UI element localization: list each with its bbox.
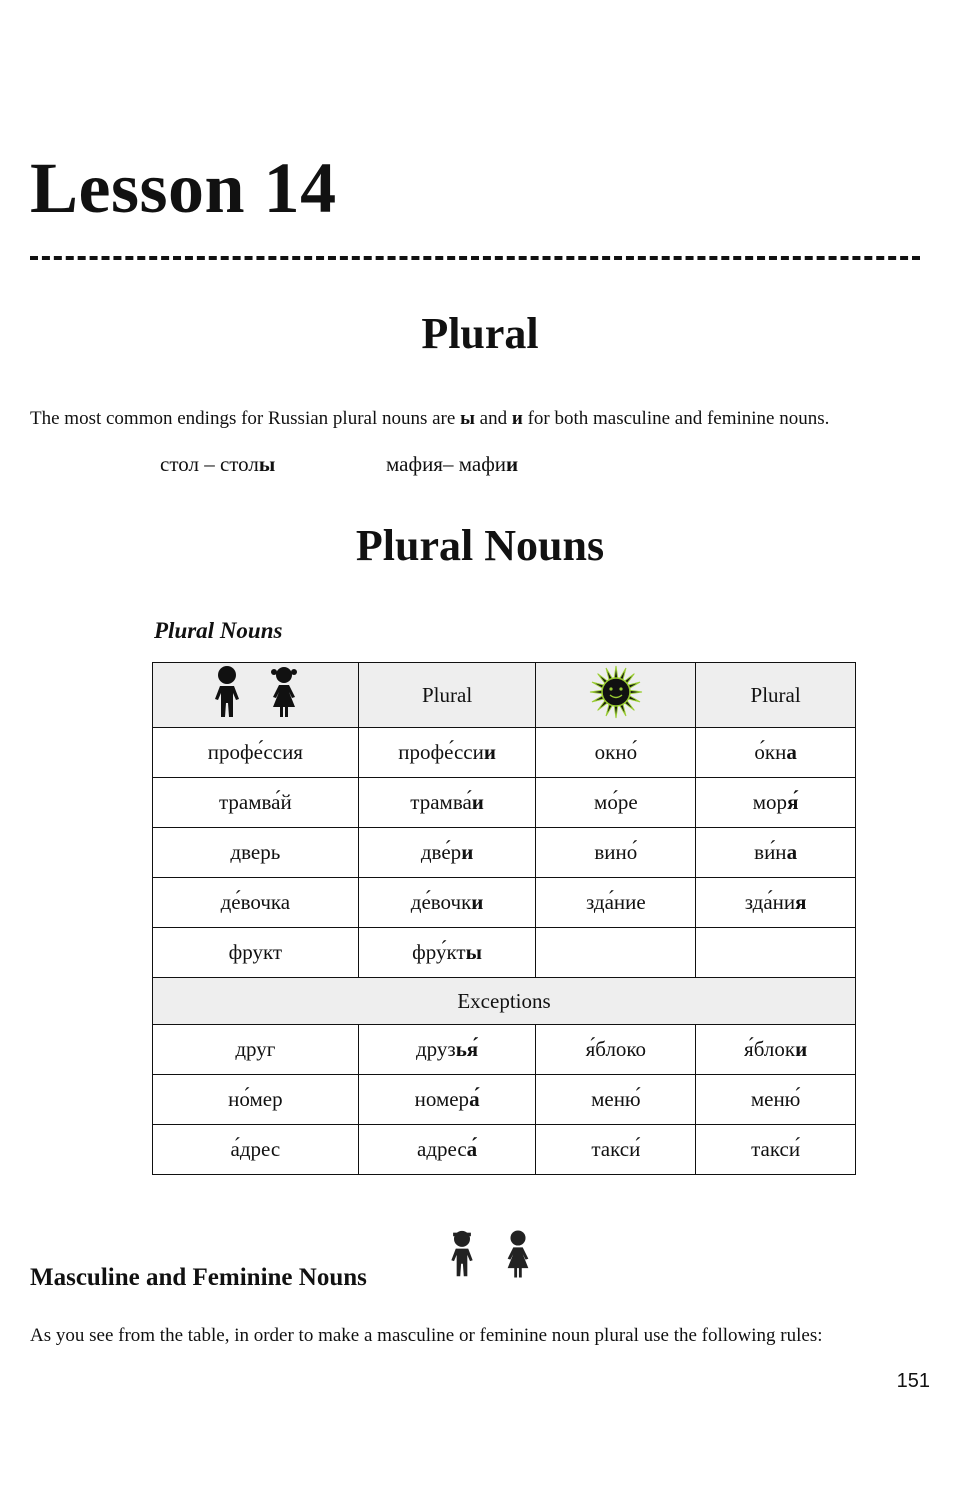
table-row (153, 828, 856, 878)
boy-icon (446, 1228, 478, 1280)
example-stol: стол – столы (160, 452, 276, 476)
cell-plural-neuter: меню́ (696, 1075, 856, 1125)
page-number: 151 (896, 1370, 930, 1392)
cell-singular-masc-fem: фрукт (153, 928, 359, 978)
sun-ray (614, 666, 617, 678)
cell-singular-masc-fem: друг (153, 1025, 359, 1075)
masc-fem-icons (446, 1228, 534, 1280)
cell-singular-masc-fem: но́мер (153, 1075, 359, 1125)
table-caption: Plural Nouns (154, 618, 283, 643)
girl-icon (502, 1228, 534, 1280)
cell-singular-neuter: я́блоко (536, 1025, 696, 1075)
table-row (153, 878, 856, 928)
cell-plural-masc-fem: две́ри (358, 828, 536, 878)
header-neuter-icon (536, 663, 696, 728)
cell-plural-neuter: зда́ния (696, 878, 856, 928)
dashed-divider (30, 256, 920, 260)
cell-plural-masc-fem: адреса́ (358, 1125, 536, 1175)
section-title-plural-nouns: Plural Nouns (355, 521, 605, 570)
table-header-row (153, 663, 856, 728)
sun-icon (588, 664, 644, 720)
section-title-plural: Plural (421, 309, 539, 358)
cell-singular-neuter: мо́ре (536, 778, 696, 828)
example-mafiya: мафия– мафии (386, 452, 519, 476)
girl-icon (267, 665, 301, 719)
table-row (153, 728, 856, 778)
cell-singular-masc-fem: дверь (153, 828, 359, 878)
header-plural-neuter: Plural (696, 663, 856, 728)
exceptions-label: Exceptions (153, 978, 856, 1025)
cell-plural-neuter: я́блоки (696, 1025, 856, 1075)
exceptions-row (153, 978, 856, 1025)
table-row (153, 1125, 856, 1175)
cell-singular-neuter: такси́ (536, 1125, 696, 1175)
boy-icon (209, 665, 245, 719)
sun-ray (590, 690, 602, 693)
cell-singular-neuter: зда́ние (536, 878, 696, 928)
plural-nouns-table (152, 662, 856, 1175)
cell-plural-masc-fem: де́вочки (358, 878, 536, 928)
cell-plural-masc-fem: профе́ссии (358, 728, 536, 778)
cell-singular-neuter (536, 928, 696, 978)
sun-ray (614, 706, 617, 718)
cell-plural-neuter: моря́ (696, 778, 856, 828)
cell-plural-masc-fem: друзья́ (358, 1025, 536, 1075)
plural-intro-text: The most common endings for Russian plural nouns are ы and и for both masculine and feminine nouns. (30, 408, 830, 429)
cell-plural-neuter (696, 928, 856, 978)
table-row (153, 928, 856, 978)
table-row (153, 778, 856, 828)
header-plural-masc-fem: Plural (358, 663, 536, 728)
cell-singular-masc-fem: а́дрес (153, 1125, 359, 1175)
cell-plural-neuter: о́кна (696, 728, 856, 778)
sun-ray (630, 690, 642, 693)
cell-plural-neuter: такси́ (696, 1125, 856, 1175)
lesson-title: Lesson 14 (30, 148, 337, 228)
cell-singular-neuter: вино́ (536, 828, 696, 878)
cell-plural-masc-fem: фру́кты (358, 928, 536, 978)
cell-plural-neuter: ви́на (696, 828, 856, 878)
rules-intro-text: As you see from the table, in order to make a masculine or feminine noun plural use the following rules: (30, 1325, 823, 1346)
cell-plural-masc-fem: трамва́и (358, 778, 536, 828)
cell-singular-masc-fem: трамва́й (153, 778, 359, 828)
section-title-masculine-feminine: Masculine and Feminine Nouns (30, 1264, 367, 1291)
cell-singular-neuter: окно́ (536, 728, 696, 778)
table-row (153, 1025, 856, 1075)
cell-plural-masc-fem: номера́ (358, 1075, 536, 1125)
table-row (153, 1075, 856, 1125)
header-masc-fem-icons (153, 663, 359, 728)
cell-singular-neuter: меню́ (536, 1075, 696, 1125)
cell-singular-masc-fem: профе́ссия (153, 728, 359, 778)
cell-singular-masc-fem: де́вочка (153, 878, 359, 928)
